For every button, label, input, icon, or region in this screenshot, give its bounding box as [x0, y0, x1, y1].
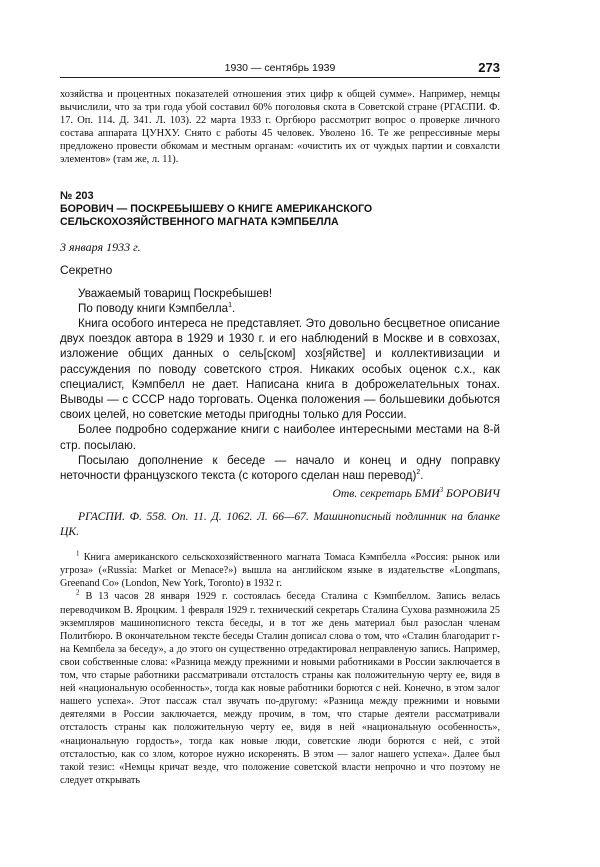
archive-reference: РГАСПИ. Ф. 558. Оп. 11. Д. 1062. Л. 66—67. Машинописный подлинник на бланке ЦК. — [60, 510, 500, 539]
running-header — [60, 60, 500, 78]
page — [60, 60, 500, 787]
paragraph-text: Посылаю дополнение к беседе — начало и конец и одну поправку неточности французского текста (с которого сделан наш перевод) — [60, 453, 500, 482]
paragraph: Книга особого интереса не представляет. Это довольно бесцветное описание двух поездок автора в 1929 и 1930 г. и его наблюдений в Москве и в совхозах, изложение общих данных о сель[ском] хоз[яйстве] и коллективизации и рассуждения по поводу советского строя. Никаких особых оценок с.х., как специалист, Кэмпбелл не дает. Написана книга в доброжелательных тонах. Выводы — с СССР надо торговать. Оценка положения — большевики добьются своих целей, но советские методы пригодны только для России. — [60, 316, 500, 422]
page-number: 273 — [478, 60, 500, 75]
paragraph-last: Посылаю дополнение к беседе — начало и конец и одну поправку неточности французского текста (с которого сделан наш перевод)$^2$. — [60, 453, 500, 482]
running-title: 1930 — сентябрь 1939 — [224, 62, 336, 74]
signature — [60, 487, 500, 500]
document-title: БОРОВИЧ — ПОСКРЕБЫШЕВУ О КНИГЕ АМЕРИКАНСКОГО СЕЛЬСКОХОЗЯЙСТВЕННОГО МАГНАТА КЭМПБЕЛЛА — [60, 202, 373, 229]
footnote-ref-3[interactable]: 3 — [439, 486, 444, 495]
footnote-ref-1[interactable]: 1 — [228, 301, 232, 309]
classification-label: Секретно — [60, 262, 113, 277]
reference-text: По поводу книги Кэмпбелла — [78, 301, 229, 315]
paragraph: Более подробно содержание книги с наиболее интересными местами на 8-й стр. посылаю. — [60, 423, 500, 452]
footnote-text: В 13 часов 28 января 1929 г. состоялась беседа Сталина с Кэмпбеллом. Запись велась переводчиком В. Яроцким. 1 февраля 1929 г. технический секретарь Сталина Сухова размножила 25 экземпляров машинописного текста беседы, и в тот же день материал был разослан членам Политбюро. В окончательном тексте беседы Сталин дописал слова о том, что «Сталин благодарит г-на Кемпбела за беседу», а до этого он существенно отредактировал неправленую запись. Например, свои собственные слова: «Разница между прежними и новыми работниками в России заключается в том, что старые работники рассматривали отсталость страны как положительную черту ее, видя в ней «национальную особенность», тогда как новые работники борются с ней. Конечно, в этом залог нашего успеха». Этот пассаж стал звучать по-другому: «Разница между прежними и новыми деятелями в России заключается, между прочим, в том, что старые деятели рассматривали отсталость страны как положительную черту ее, видя в ней «национальную особенность», «национальную гордость», тогда как новые люди, советские люди борются с ней, с этой отсталостью, как со злом, которое нужно искоренять. В этом — залог нашего успеха». Далее был такой тезис: «Немцы кричат везде, что положение советской власти непрочно и что поэтому не следует открывать — [60, 591, 501, 786]
footnote-ref-2[interactable]: 2 — [416, 469, 421, 477]
footnote-mark: 2 — [76, 589, 80, 598]
footnotes — [60, 551, 500, 787]
footnote — [60, 590, 500, 786]
footnote-text: Книга американского сельскохозяйственного магната Томаса Кэмпбелла «Россия: рынок или угроза» («Russia: Market or Menace?») вышла на английском языке в издательстве «Longmans, Greenand Co» (London, New York, Toronto) в 1932 г. — [60, 552, 500, 590]
signature-name: БОРОВИЧ — [446, 487, 500, 501]
reference-line: По поводу книги Кэмпбелла$^1$. — [78, 301, 236, 315]
document-date: 3 января 1933 г. — [60, 239, 141, 254]
signature-role: Отв. секретарь БМИ — [332, 487, 440, 501]
footnote — [60, 551, 500, 590]
document-number: № 203 — [60, 189, 94, 202]
salutation: Уважаемый товарищ Поскребышев! — [78, 286, 273, 300]
footnote-mark: 1 — [76, 549, 80, 558]
letter-body — [60, 286, 500, 484]
intro-text-block — [60, 88, 500, 167]
intro-text: хозяйства и процентных показателей отношения этих цифр к общей сумме». Например, немцы вычислили, что за три года убой составил 60% поголовья скота в Советской стране (РГАСПИ. Ф. 17. Оп. 114. Д. 341. Л. 103). 22 марта 1933 г. Оргбюро рассмотрит вопрос о проверке личного состава аппарата ЦУНХУ. Снято с работы 45 человек. Уволено 16. Те же репрессивные меры предложено провести обкомам и местным органам: «очистить их от чуждых партии и совхалсти элементов» (там же, л. 11). — [60, 89, 500, 166]
